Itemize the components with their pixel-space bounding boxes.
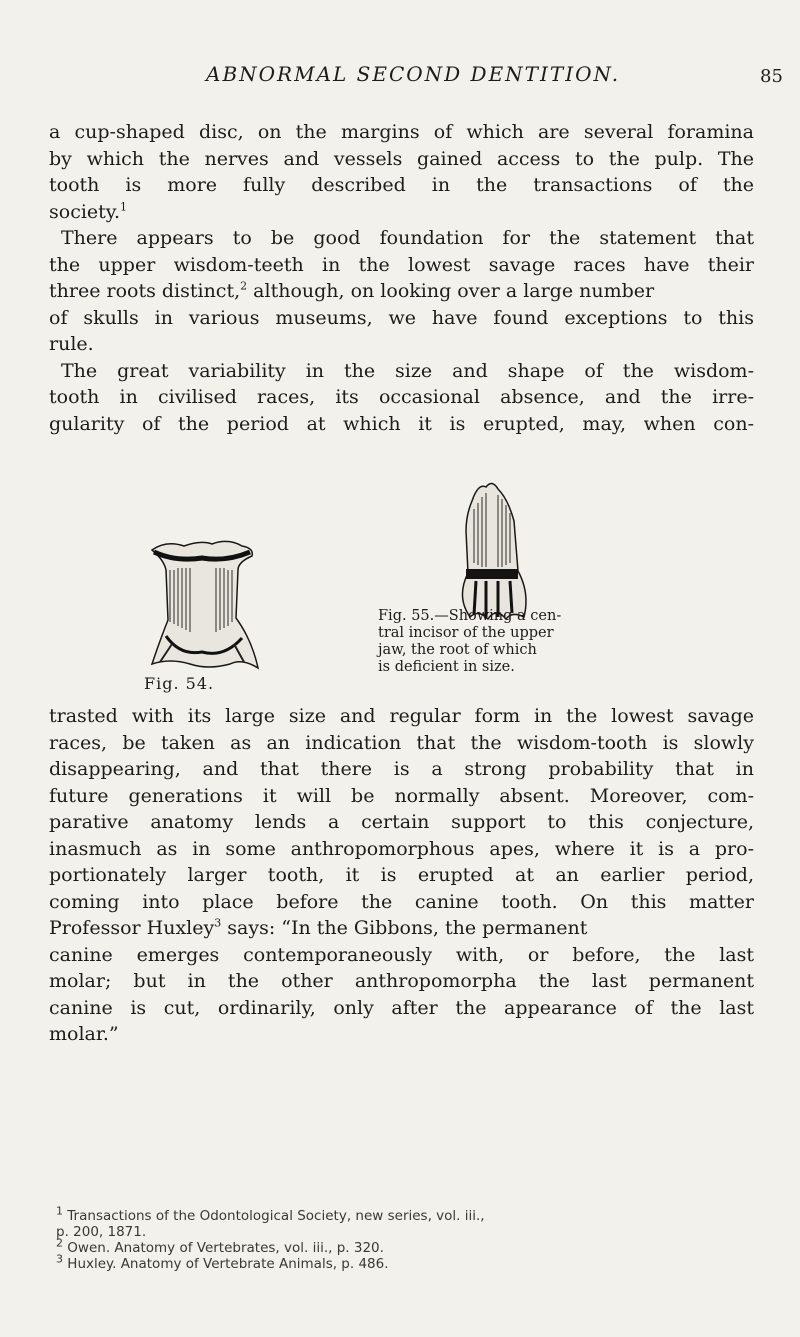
footnotes [56,1204,756,1272]
text-line: a cup-shaped disc, on the margins of which are several foramina [49,121,754,143]
caption-line: jaw, the root of which [378,642,537,658]
running-head: ABNORMAL SECOND DENTITION. [206,62,621,86]
text-line: of skulls in various museums, we have found exceptions to this [49,306,754,329]
footnote: p. 200, 1871. [56,1224,147,1240]
text-line: There appears to be good foundation for the statement that [61,227,754,249]
paragraph-bottom [49,703,754,1048]
footnote: $^2$ Owen. Anatomy of Vertebrates, vol. iii., p. 320. [56,1236,384,1256]
text-line: tooth in civilised races, its occasional absence, and the irre- [49,386,754,408]
text-line: The great variability in the size and shape of the wisdom- [61,359,754,382]
fig-54-label: Fig. 54. [144,674,215,693]
footnote-ref: 2 [240,279,248,293]
text-line: rule. [49,333,94,355]
page-header [0,62,800,90]
text-line: races, be taken as an indication that the wisdom-tooth is slowly [49,731,754,754]
caption-line: is deficient in size. [378,659,515,675]
text-line: portionately larger tooth, it is erupted at an earlier period, [49,864,754,886]
text-line: gularity of the period at which it is erupted, may, when con- [49,412,754,435]
fig-54-tooth-illustration [146,540,260,674]
text-line: parative anatomy lends a certain support to this conjecture, [49,811,754,833]
fig-55-caption [378,608,688,676]
page-number: 85 [760,66,783,87]
footnote-ref: 3 [214,916,222,930]
footnote-ref: 1 [120,200,128,214]
footnote: $^1$ Transactions of the Odontological Society, new series, vol. iii., [56,1204,485,1224]
text-line: inasmuch as in some anthropomorphous apes, where it is a pro- [49,837,754,860]
fig-55-incisor-illustration [452,481,532,621]
text-line: canine emerges contemporaneously with, or before, the last [49,943,754,966]
caption-line: Fig. 55.—Showing a cen- [378,608,562,624]
text-line: trasted with its large size and regular form in the lowest savage [49,705,754,727]
paragraph-top [49,119,754,437]
text-line: molar; but in the other anthropomorpha the last permanent [49,970,754,992]
text-line: society.$^1$ [49,200,128,223]
text-line: coming into place before the canine tooth. On this matter [49,890,754,913]
footnote: $^3$ Huxley. Anatomy of Vertebrate Animals, p. 486. [56,1252,389,1272]
text-line: the upper wisdom-teeth in the lowest savage races have their [49,253,754,276]
text-line: molar.” [49,1023,119,1045]
caption-line: tral incisor of the upper [378,625,554,641]
text-line: disappearing, and that there is a strong probability that in [49,758,754,780]
text-line: by which the nerves and vessels gained access to the pulp. The [49,147,754,170]
text-line: future generations it will be normally absent. Moreover, com- [49,784,754,807]
text-line: three roots distinct,$^2$ although, on looking over a large number [49,279,655,302]
text-line: Professor Huxley$^3$ says: “In the Gibbons, the permanent [49,916,588,939]
text-line: canine is cut, ordinarily, only after the appearance of the last [49,996,754,1019]
text-line: tooth is more fully described in the transactions of the [49,174,754,196]
